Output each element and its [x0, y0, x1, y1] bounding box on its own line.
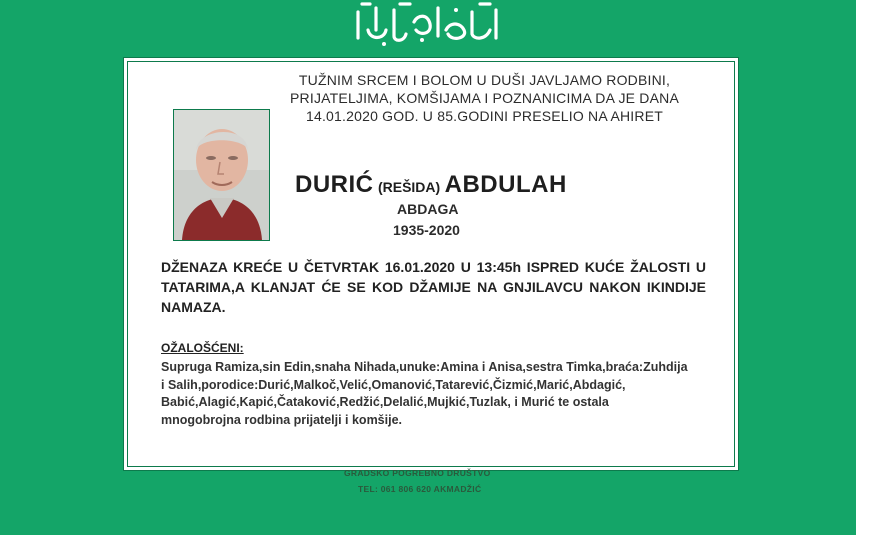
nickname: ABDAGA: [397, 201, 459, 217]
announcement-text: TUŽNIM SRCEM I BOLOM U DUŠI JAVLJAMO RODBINI, PRIJATELJIMA, KOMŠIJAMA I POZNANICIMA DA JE DANA 14.01.2020 GOD. U 85.GODINI PRESELIO NA AHIRET: [290, 72, 679, 124]
first-name: ABDULAH: [444, 171, 567, 198]
surname: DURIĆ: [295, 171, 374, 198]
company-phone: TEL: 061 806 620 AKMADŽIĆ: [358, 484, 482, 494]
father-name: (REŠIDA): [377, 179, 441, 195]
funeral-company: GRADSKO POGREBNO DRUŠTVO: [344, 468, 491, 478]
life-years: 1935-2020: [393, 222, 460, 238]
portrait-image: [174, 110, 269, 240]
obituary-notice: [124, 58, 738, 470]
mourners-heading: OŽALOŠĆENI:: [161, 341, 244, 355]
mourners-list: Supruga Ramiza,sin Edin,snaha Nihada,unuke:Amina i Anisa,sestra Timka,braća:Zuhdija i Salih,porodice:Durić,Malkoč,Velić,Omanović,Tatarević,Čizmić,Marić,Abdagić, Babić,Alagić,Kapić,Čataković,Redžić,Delalić,Mujkić,Tuzlak, i Murić te ostala mnogobrojna rodbina prijatelji i komšije.: [161, 360, 688, 427]
portrait-photo: [173, 109, 270, 241]
arabic-calligraphy-logo: [340, 0, 520, 50]
deceased-name: [295, 171, 567, 199]
funeral-details: DŽENAZA KREĆE U ČETVRTAK 16.01.2020 U 13:45h ISPRED KUĆE ŽALOSTI U TATARIMA,A KLANJAT ĆE SE KOD DŽAMIJE NA GNJILAVCU NAKON IKINDIJE NAMAZA.: [161, 259, 706, 315]
